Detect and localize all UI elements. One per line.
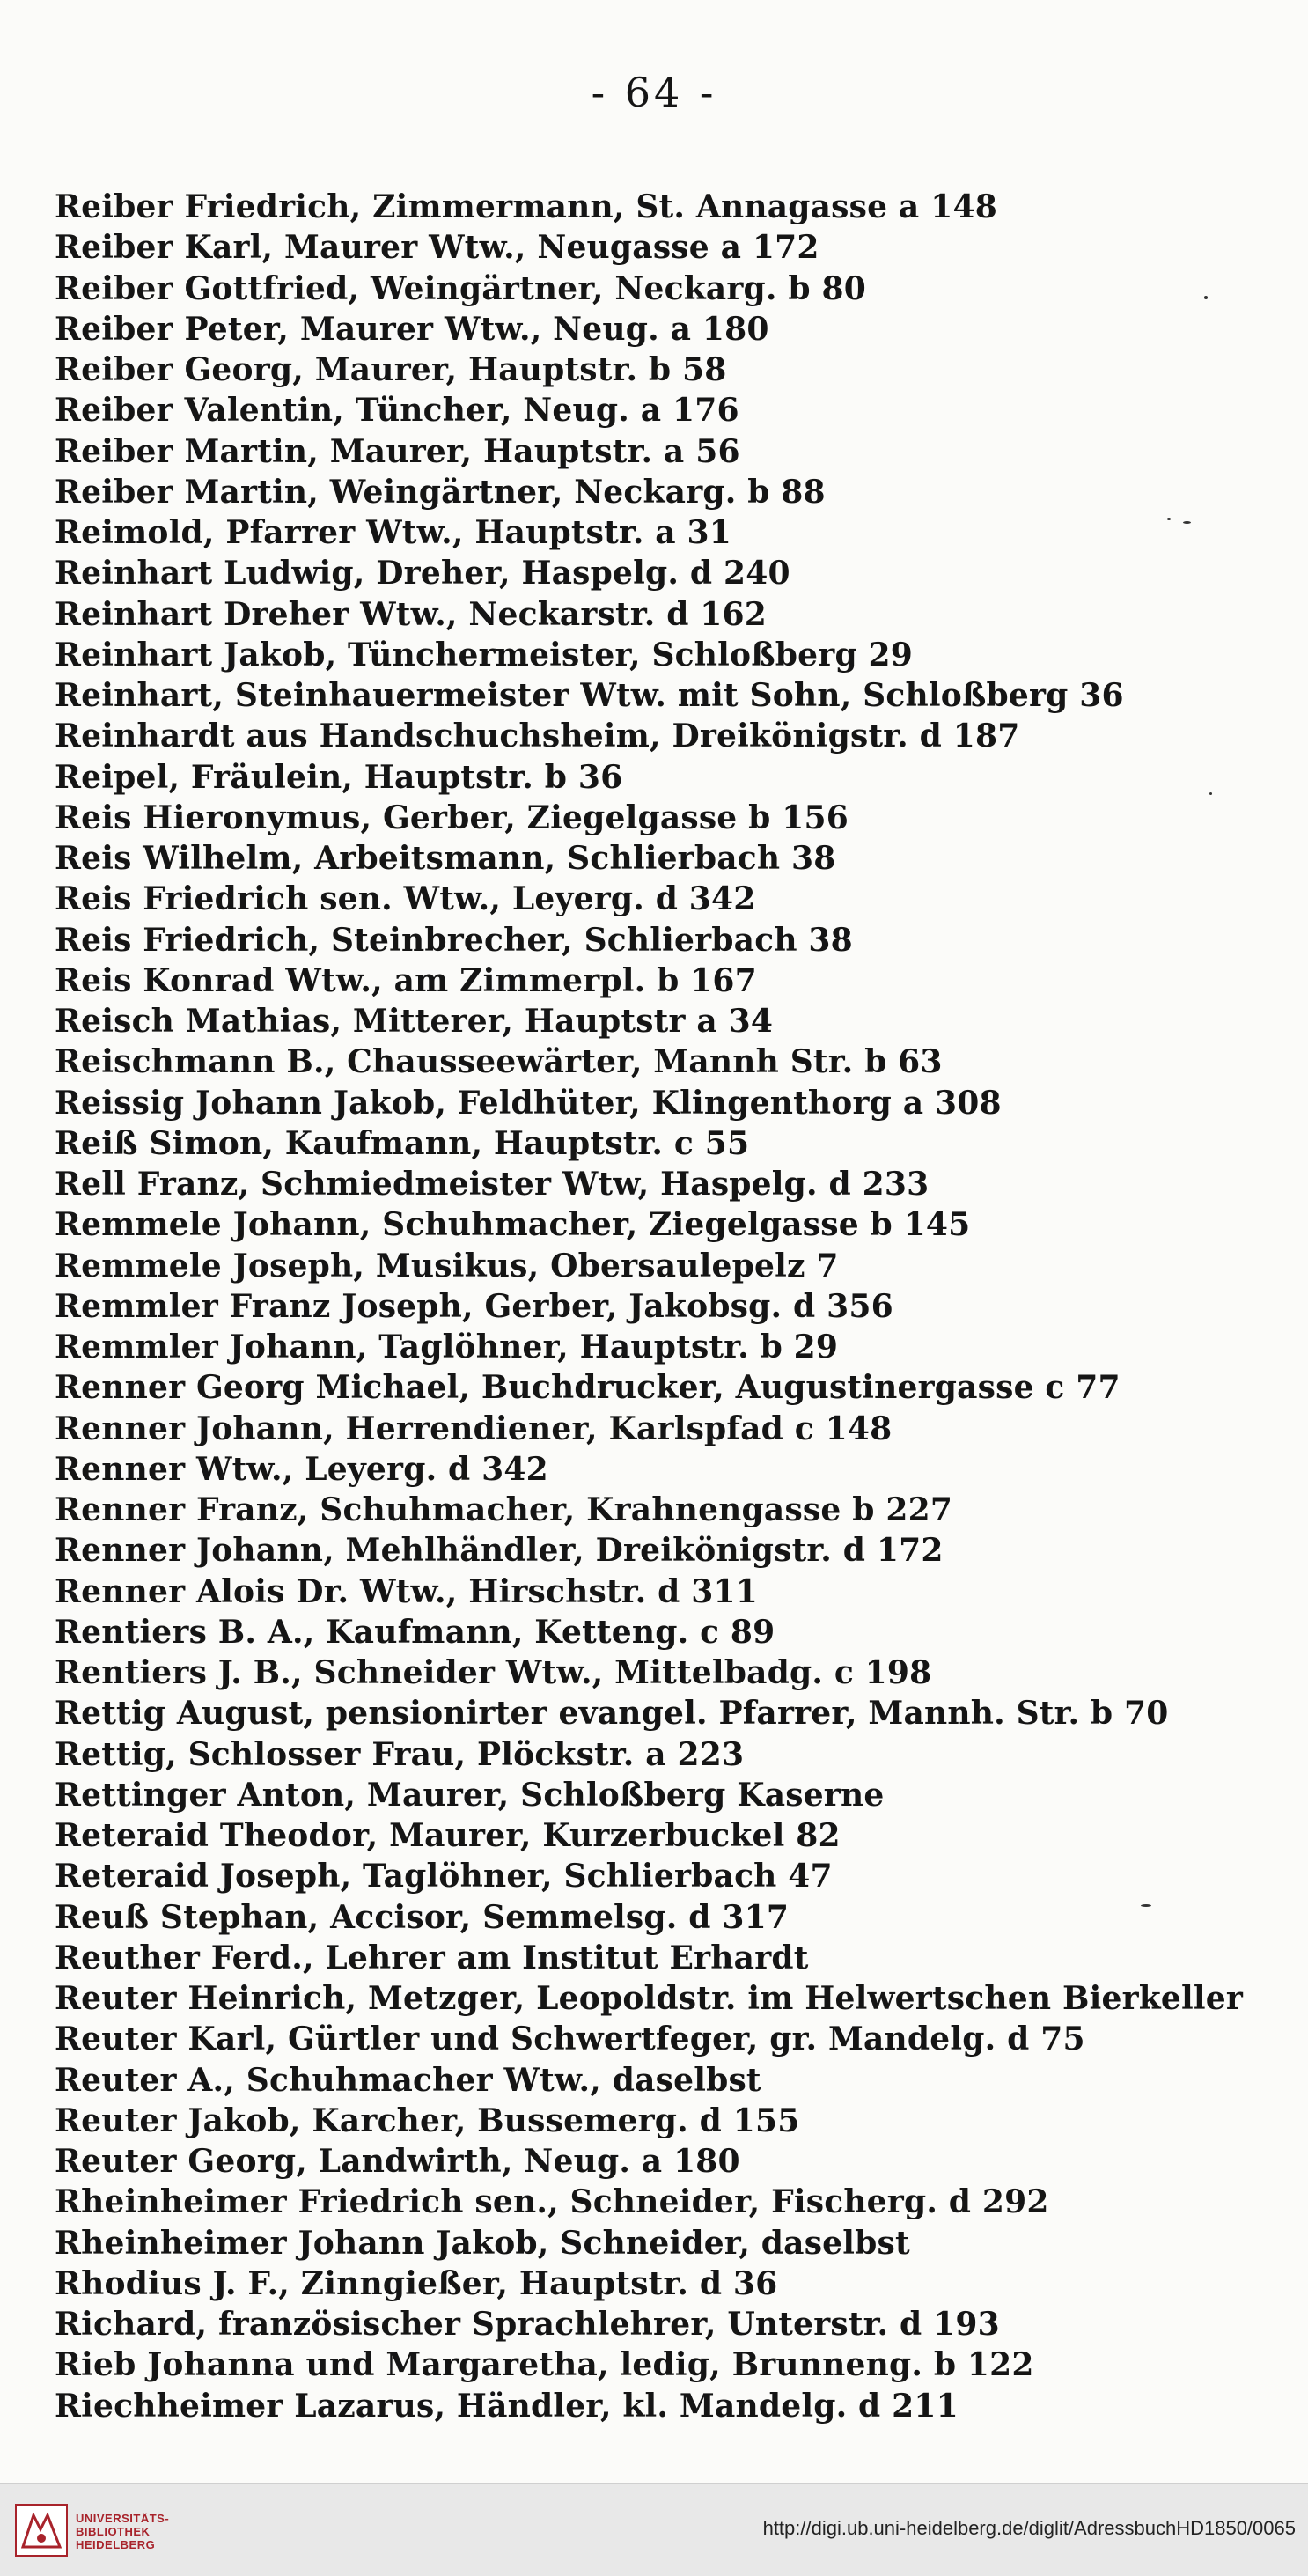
address-entry: Reiß Simon, Kaufmann, Hauptstr. c 55 — [55, 1124, 750, 1162]
address-entry: Renner Franz, Schuhmacher, Krahnengasse b 227 — [55, 1491, 953, 1528]
address-entry: Reuß Stephan, Accisor, Semmelsg. d 317 — [55, 1898, 790, 1936]
address-entry: Rentiers B. A., Kaufmann, Ketteng. c 89 — [55, 1613, 775, 1651]
address-entry: Reinhart, Steinhauermeister Wtw. mit Sohn, Schloßberg 36 — [55, 677, 1124, 714]
logo-line: HEIDELBERG — [76, 2538, 156, 2551]
address-entry: Reiber Karl, Maurer Wtw., Neugasse a 172 — [55, 229, 819, 267]
address-entry: Reiber Martin, Weingärtner, Neckarg. b 88 — [55, 473, 826, 511]
address-entry-list — [55, 187, 1278, 2426]
address-entry: Rell Franz, Schmiedmeister Wtw, Haspelg. d 233 — [55, 1166, 930, 1203]
address-entry: Renner Georg Michael, Buchdrucker, Augustinergasse c 77 — [55, 1369, 1121, 1407]
address-entry: Richard, französischer Sprachlehrer, Unterstr. d 193 — [55, 2306, 1000, 2343]
address-entry: Reiber Gottfried, Weingärtner, Neckarg. b 80 — [55, 269, 867, 307]
address-entry: Reis Konrad Wtw., am Zimmerpl. b 167 — [55, 961, 757, 999]
address-entry: Reiber Valentin, Tüncher, Neug. a 176 — [55, 392, 739, 430]
address-entry: Reiber Martin, Maurer, Hauptstr. a 56 — [55, 432, 740, 470]
address-entry: Reteraid Theodor, Maurer, Kurzerbuckel 82 — [55, 1817, 841, 1854]
address-entry: Reischmann B., Chausseewärter, Mannh Str. b 63 — [55, 1043, 943, 1081]
address-entry: Renner Johann, Mehlhändler, Dreikönigstr. d 172 — [55, 1532, 944, 1570]
address-entry: Rieb Johanna und Margaretha, ledig, Brunneng. b 122 — [55, 2346, 1034, 2384]
address-entry: Reis Wilhelm, Arbeitsmann, Schlierbach 38 — [55, 840, 836, 877]
library-logo-text — [76, 2512, 169, 2551]
scan-speck — [1204, 296, 1208, 299]
address-entry: Reisch Mathias, Mitterer, Hauptstr a 34 — [55, 1003, 774, 1040]
address-entry: Rentiers J. B., Schneider Wtw., Mittelbadg. c 198 — [55, 1654, 932, 1691]
address-entry: Reissig Johann Jakob, Feldhüter, Klingenthorg a 308 — [55, 1084, 1002, 1122]
address-entry: Reuter Georg, Landwirth, Neug. a 180 — [55, 2143, 740, 2180]
address-entry: Rettig August, pensionirter evangel. Pfarrer, Mannh. Str. b 70 — [55, 1695, 1169, 1733]
address-entry: Reinhardt aus Handschuchsheim, Dreikönigstr. d 187 — [55, 718, 1020, 755]
address-entry: Reiber Georg, Maurer, Hauptstr. b 58 — [55, 351, 727, 388]
address-entry: Renner Alois Dr. Wtw., Hirschstr. d 311 — [55, 1572, 758, 1610]
logo-line: UNIVERSITÄTS- — [76, 2512, 170, 2525]
university-seal-icon — [14, 2503, 69, 2558]
address-entry: Reis Friedrich sen. Wtw., Leyerg. d 342 — [55, 880, 756, 918]
address-entry: Rheinheimer Johann Jakob, Schneider, daselbst — [55, 2224, 910, 2262]
address-entry: Rettinger Anton, Maurer, Schloßberg Kaserne — [55, 1776, 885, 1814]
address-entry: Reiber Friedrich, Zimmermann, St. Annagasse a 148 — [55, 188, 997, 225]
logo-line: BIBLIOTHEK — [76, 2525, 151, 2538]
scan-speck — [1167, 518, 1171, 520]
address-entry: Reis Friedrich, Steinbrecher, Schlierbach 38 — [55, 921, 853, 959]
address-entry: Remmler Franz Joseph, Gerber, Jakobsg. d 356 — [55, 1287, 893, 1325]
address-entry: Reinhart Dreher Wtw., Neckarstr. d 162 — [55, 595, 768, 633]
scan-speck — [1183, 521, 1191, 524]
address-entry: Renner Wtw., Leyerg. d 342 — [55, 1450, 548, 1488]
address-entry: Rettig, Schlosser Frau, Plöckstr. a 223 — [55, 1735, 745, 1773]
address-entry: Reis Hieronymus, Gerber, Ziegelgasse b 156 — [55, 799, 849, 836]
page-number: - 64 - — [591, 69, 717, 116]
scan-speck — [1141, 1904, 1151, 1907]
scan-speck — [1209, 792, 1212, 795]
address-entry: Reipel, Fräulein, Hauptstr. b 36 — [55, 758, 623, 796]
address-entry: Reuter Heinrich, Metzger, Leopoldstr. im Helwertschen Bierkeller — [55, 1980, 1244, 2017]
footer-bar — [0, 2483, 1308, 2576]
address-entry: Reiber Peter, Maurer Wtw., Neug. a 180 — [55, 310, 769, 348]
source-url-link[interactable]: http://digi.ub.uni-heidelberg.de/diglit/AdressbuchHD1850/0065 — [762, 2517, 1296, 2539]
address-entry: Renner Johann, Herrendiener, Karlspfad c 148 — [55, 1409, 893, 1447]
address-entry: Rheinheimer Friedrich sen., Schneider, Fischerg. d 292 — [55, 2183, 1049, 2221]
address-entry: Remmele Joseph, Musikus, Obersaulepelz 7 — [55, 1247, 839, 1284]
address-entry: Rhodius J. F., Zinngießer, Hauptstr. d 36 — [55, 2264, 778, 2302]
address-entry: Riechheimer Lazarus, Händler, kl. Mandelg. d 211 — [55, 2387, 959, 2425]
address-entry: Reimold, Pfarrer Wtw., Hauptstr. a 31 — [55, 514, 732, 551]
address-entry: Reteraid Joseph, Taglöhner, Schlierbach 47 — [55, 1858, 833, 1895]
address-entry: Reuther Ferd., Lehrer am Institut Erhardt — [55, 1939, 809, 1976]
address-entry: Reuter Jakob, Karcher, Bussemerg. d 155 — [55, 2101, 800, 2139]
address-entry: Reuter A., Schuhmacher Wtw., daselbst — [55, 2061, 761, 2099]
address-entry: Reinhart Ludwig, Dreher, Haspelg. d 240 — [55, 555, 790, 592]
address-entry: Reuter Karl, Gürtler und Schwertfeger, gr. Mandelg. d 75 — [55, 2020, 1085, 2058]
address-entry: Reinhart Jakob, Tünchermeister, Schloßberg 29 — [55, 636, 914, 673]
address-entry: Remmler Johann, Taglöhner, Hauptstr. b 29 — [55, 1328, 839, 1365]
address-entry: Remmele Johann, Schuhmacher, Ziegelgasse b 145 — [55, 1206, 971, 1244]
